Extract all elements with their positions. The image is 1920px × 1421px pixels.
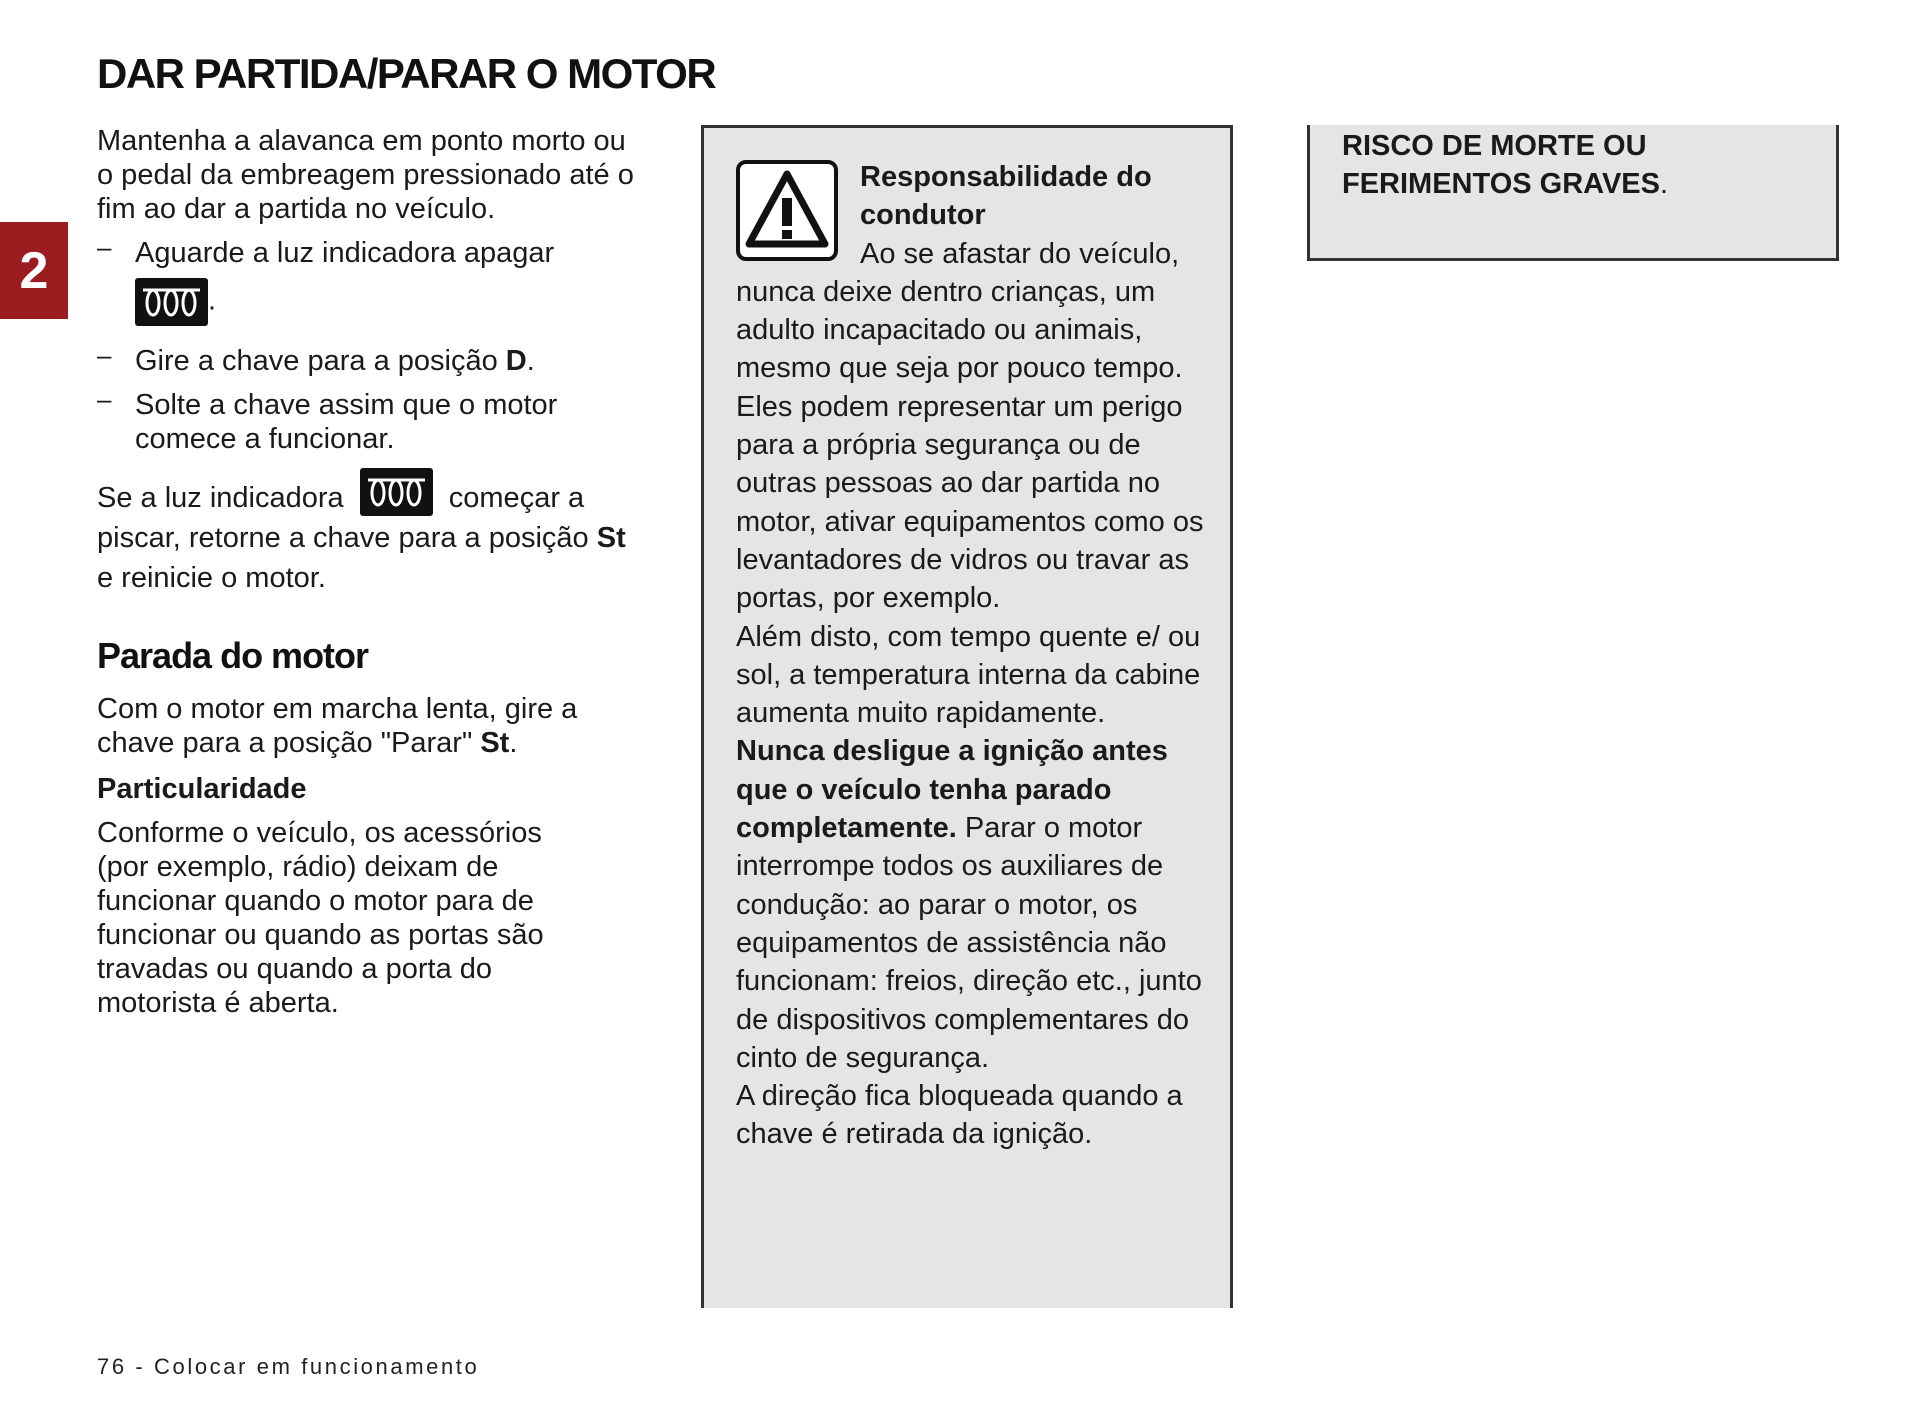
section-title-engine-stop: Parada do motor bbox=[97, 635, 369, 676]
step-wait-text: Aguarde a luz indicadora apagar bbox=[135, 237, 555, 269]
position-st: St bbox=[596, 522, 626, 554]
step-release-key bbox=[97, 388, 635, 456]
glow-plug-indicator-icon bbox=[135, 278, 208, 326]
glow-plug-indicator-icon bbox=[360, 468, 433, 516]
step-wait-indicator bbox=[97, 236, 637, 332]
risk-warning-text: RISCO DE MORTE OU FERIMENTOS GRAVES bbox=[1342, 130, 1660, 200]
blink-note: Se a luz indicadora começar a piscar, retorne a chave para a posição St e reinicie o motor. bbox=[97, 478, 637, 598]
position-d: D bbox=[505, 345, 527, 377]
warning-triangle-icon bbox=[736, 160, 838, 261]
chapter-tab bbox=[0, 222, 68, 319]
warning-heading: Responsabilidade do condutor bbox=[860, 161, 1152, 232]
driver-responsibility-warning-box bbox=[701, 125, 1233, 1308]
warning-paragraph-steering-lock: A direção fica bloqueada quando a chave é retirada da ignição. bbox=[736, 1080, 1183, 1151]
page-title: DAR PARTIDA/PARAR O MOTOR bbox=[97, 50, 716, 97]
intro-paragraph: Mantenha a alavanca em ponto morto ou o pedal da embreagem pressionado até o fim ao dar a partida no veículo. bbox=[97, 125, 634, 225]
page-footer: 76 - Colocar em funcionamento bbox=[97, 1354, 480, 1379]
warning-paragraph-ignition: Nunca desligue a ignição antes que o veículo tenha parado completamente. Parar o motor interrompe todos os auxiliares de condução: ao parar o motor, os equipamentos de assistência não funcionam: freios, direção etc., junto de dispositivos complementares do cinto de segurança. bbox=[736, 735, 1202, 1074]
subsection-title-particularity: Particularidade bbox=[97, 773, 307, 805]
step-turn-key-text: Gire a chave para a posição bbox=[135, 345, 506, 377]
particularity-paragraph: Conforme o veículo, os acessórios (por exemplo, rádio) deixam de funcionar quando o motor para de funcionar ou quando as portas são travadas ou quando a porta do motorista é aberta. bbox=[97, 817, 544, 1019]
risk-warning-box: RISCO DE MORTE OU FERIMENTOS GRAVES. bbox=[1307, 125, 1839, 261]
position-st-stop: St bbox=[480, 727, 510, 759]
stop-paragraph: Com o motor em marcha lenta, gire a chave para a posição "Parar" St. bbox=[97, 693, 578, 759]
chapter-number: 2 bbox=[19, 241, 49, 300]
warning-paragraph-danger: Eles podem representar um perigo para a própria segurança ou de outras pessoas ao dar partida no motor, ativar equipamentos como os levantadores de vidros ou travar as portas, por exemplo. bbox=[736, 390, 1204, 615]
step-turn-key: – Gire a chave para a posição D. bbox=[97, 344, 637, 378]
left-column bbox=[97, 124, 637, 1020]
step-wait-end: . bbox=[208, 284, 217, 317]
warning-paragraph-heat: Além disto, com tempo quente e/ ou sol, a temperatura interna da cabine aumenta muito rapidamente. bbox=[736, 620, 1201, 730]
warning-paragraph-children: Ao se afastar do veículo, nunca deixe dentro crianças, um adulto incapacitado ou animais, mesmo que seja por pouco tempo. bbox=[736, 237, 1183, 385]
step-release-key-text: Solte a chave assim que o motor comece a funcionar. bbox=[135, 389, 558, 455]
